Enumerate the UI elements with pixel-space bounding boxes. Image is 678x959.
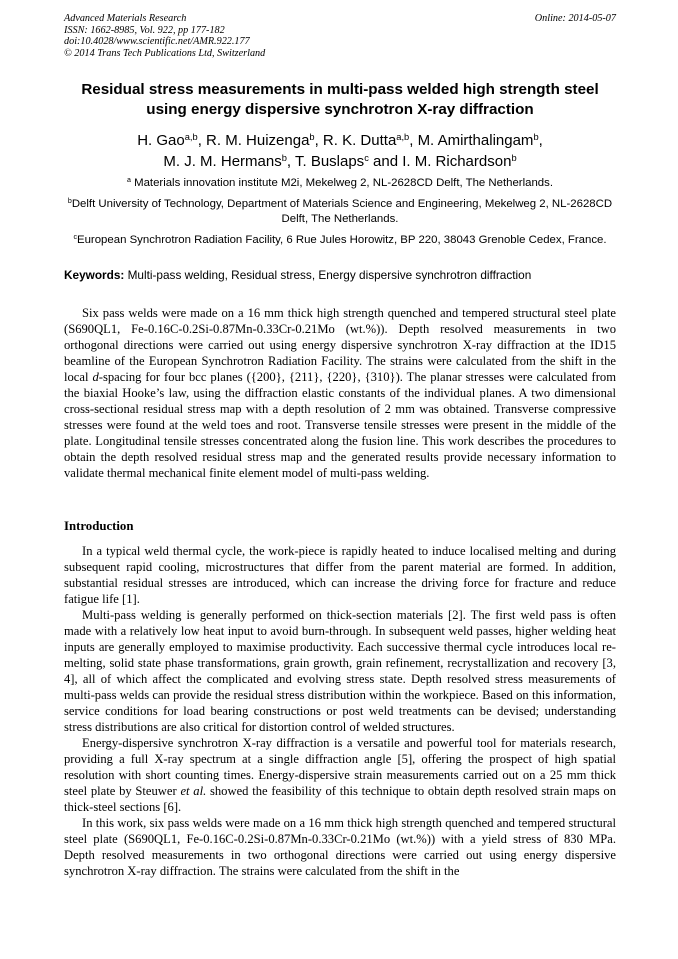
author: M. J. M. Hermans$^b$, [163,152,295,170]
doi-line: doi:10.4028/www.scientific.net/AMR.922.177 [64,36,250,48]
author: M. Amirthalingam$^b$, [417,131,543,149]
issn-line: ISSN: 1662-8985, Vol. 922, pp 177-182 [64,24,225,36]
title-line-1: Residual stress measurements in multi-pass welded high strength steel [81,81,599,98]
author: I. M. Richardson$^b$ [402,152,517,170]
journal-name: Advanced Materials Research [64,13,187,24]
introduction-body [64,543,616,879]
abstract [64,305,616,481]
author: R. M. Huizenga$^b$, [206,131,323,149]
abstract-paragraph: Six pass welds were made on a 16 mm thick high strength quenched and tempered structural steel plate (S690QL1, Fe-0.16C-0.2Si-0.87Mn-0.33Cr-0.21Mo (wt.%)). Depth resolved measurements in two orthogonal directions were carried out using energy dispersive synchrotron X-ray diffraction at the ID15 beamline of the European Synchrotron Radiation Facility. The strains were calculated from the shift in the local d-spacing for four bcc planes ({200}, {211}, {220}, {310}). The planar stresses were calculated from the biaxial Hooke’s law, using the diffraction elastic constants of the individual planes. A two dimensional cross-sectional residual stress map with a depth resolution of 2 mm was obtained. Transverse compressive stresses were found at the weld toes and root. Transverse tensile stresses were present in the middle of the plate. Longitudinal tensile stresses concentrated along the fusion line. This work describes the procedures to obtain the depth resolved residual stress map and the generated results provide necessary information to validate thermal mechanical finite element model of multi-pass welding. [64,306,616,480]
intro-paragraph-3: Energy-dispersive synchrotron X-ray diffraction is a versatile and powerful tool for materials research, providing a full X-ray spectrum at a single diffraction angle [5], offering the prospect of high spatial resolution with short counting times. Energy-dispersive strain measurements carried out on a 25 mm thick steel plate by Steuwer et al. showed the feasibility of this technique to obtain depth resolved strain maps on thick-steel sections [6]. [64,736,616,814]
author: H. Gao$^{a,b}$, [137,131,207,149]
intro-paragraph-4: In this work, six pass welds were made on a 16 mm thick high strength quenched and tempered structural steel plate (S690QL1, Fe-0.16C-0.2Si-0.87Mn-0.33Cr-0.21Mo (wt.%)) with a yield stress of 830 MPa. Depth resolved measurements in two orthogonal directions were carried out using energy dispersive synchrotron X-ray diffraction. The strains were calculated from the shift in the [64,816,616,878]
keywords-text: Multi-pass welding, Residual stress, Energy dispersive synchrotron diffraction [127,268,532,282]
affiliation-c: $^c$European Synchrotron Radiation Facility, 6 Rue Jules Horowitz, BP 220, 38043 Grenoble Cedex, France. [73,234,607,246]
affiliation-b: $^b$Delft University of Technology, Department of Materials Science and Engineering, Mekelweg 2, NL-2628CD Delft, The Netherlands. [67,198,613,225]
journal-header [64,13,616,59]
affiliation-a: $^a$ Materials innovation institute M2i, Mekelweg 2, NL-2628CD Delft, The Netherlands. [126,177,553,189]
author: T. Buslaps$^c$ and [294,152,403,170]
section-heading-introduction: Introduction [64,519,134,533]
online-date: Online: 2014-05-07 [534,13,616,24]
author-list [40,131,640,172]
keywords-label: Keywords: [64,268,125,282]
intro-paragraph-2: Multi-pass welding is generally performed on thick-section materials [2]. The first weld pass is often made with a relatively low heat input to avoid burn-through. In subsequent weld passes, higher welding heat inputs are generally employed to maximise productivity. Each successive thermal cycle introduces local re-melting, solid state phase transformations, grain growth, grain refinement, recrystallization and recovery [3, 4], all of which affect the complicated and evolving stress state. Depth resolved stress measurements of multi-pass welds can provide the residual stress distribution within the workpiece. Based on this information, service conditions for load bearing constructions or post weld treatments can be devised; understanding stress distributions are also critical for distortion control of welded structures. [64,608,616,734]
intro-paragraph-1: In a typical weld thermal cycle, the work-piece is rapidly heated to induce localised melting and during subsequent rapid cooling, microstructures that differ from the parent material are formed. In addition, substantial residual stresses are introduced, which can increase the driving force for fracture and reduce fatigue life [1]. [64,544,616,606]
paper-title [40,80,640,120]
copyright-line: © 2014 Trans Tech Publications Ltd, Switzerland [64,47,266,59]
author: R. K. Dutta$^{a,b}$, [322,131,418,149]
title-line-2: using energy dispersive synchrotron X-ray diffraction [146,101,534,118]
keywords [64,268,616,283]
